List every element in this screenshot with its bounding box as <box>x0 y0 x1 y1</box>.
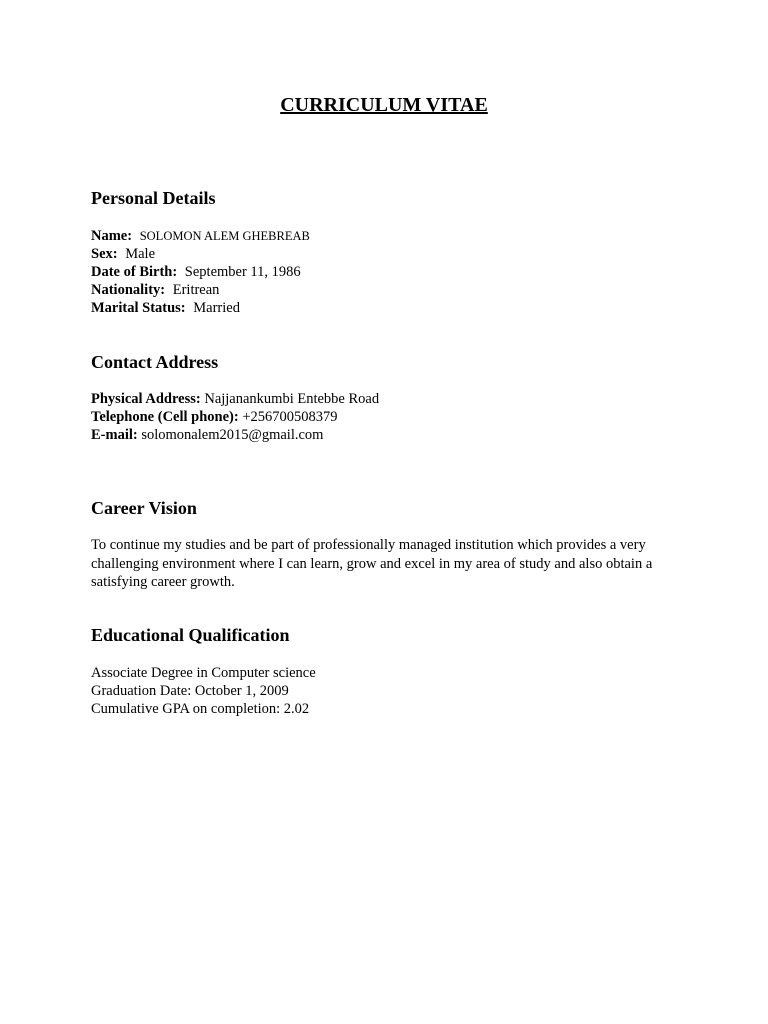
educational-qualification-heading: Educational Qualification <box>91 625 290 645</box>
nationality-value: Eritrean <box>172 282 220 298</box>
sex-value: Male <box>125 246 156 262</box>
marital-status-value: Married <box>193 300 240 316</box>
contact-address-block <box>91 390 379 444</box>
career-vision-heading: Career Vision <box>91 498 197 518</box>
email-row <box>91 426 379 444</box>
document-title: CURRICULUM VITAE <box>280 94 488 116</box>
marital-status-label: Marital Status: <box>91 300 186 316</box>
telephone-label: Telephone (Cell phone): <box>91 409 239 425</box>
name-value: SOLOMON ALEM GHEBREAB <box>139 229 310 243</box>
email-label: E-mail: <box>91 427 138 443</box>
name-row <box>91 227 310 245</box>
degree-line: Associate Degree in Computer science <box>91 665 316 681</box>
nationality-label: Nationality: <box>91 282 166 298</box>
telephone-row <box>91 408 379 426</box>
graduation-date-line: Graduation Date: October 1, 2009 <box>91 683 289 699</box>
personal-details-block <box>91 227 310 317</box>
dob-label: Date of Birth: <box>91 264 178 280</box>
personal-details-heading: Personal Details <box>91 188 216 208</box>
career-vision-text: To continue my studies and be part of professionally managed institution which provides a very challenging environment where I can learn, grow and excel in my area of study and also obtain a satisfying career growth. <box>91 537 653 590</box>
nationality-row <box>91 281 310 299</box>
physical-address-value: Najjanankumbi Entebbe Road <box>204 391 380 407</box>
telephone-value: +256700508379 <box>242 409 338 425</box>
marital-status-row <box>91 299 310 317</box>
sex-label: Sex: <box>91 246 118 262</box>
gpa-line: Cumulative GPA on completion: 2.02 <box>91 701 310 717</box>
sex-row <box>91 245 310 263</box>
name-label: Name: <box>91 228 133 244</box>
dob-row <box>91 263 310 281</box>
physical-address-label: Physical Address: <box>91 391 201 407</box>
dob-value: September 11, 1986 <box>184 264 301 280</box>
educational-qualification-block <box>91 664 316 718</box>
email-value: solomonalem2015@gmail.com <box>141 427 324 443</box>
physical-address-row <box>91 390 379 408</box>
contact-address-heading: Contact Address <box>91 352 219 372</box>
